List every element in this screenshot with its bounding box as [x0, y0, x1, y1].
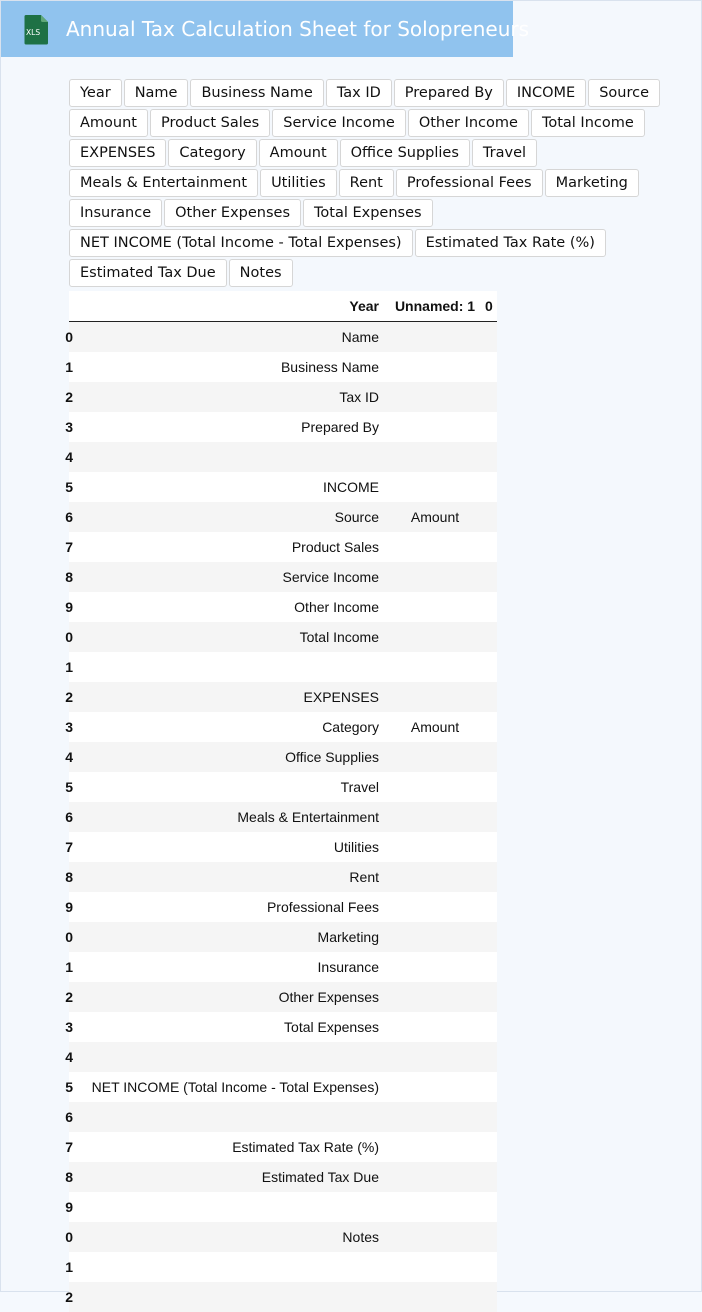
- table-row: [69, 1132, 497, 1162]
- column-chip[interactable]: Name: [124, 79, 189, 107]
- cell-year: Travel: [73, 772, 385, 802]
- cell-year: EXPENSES: [73, 682, 385, 712]
- row-index-cell: [65, 1102, 73, 1132]
- column-chip[interactable]: Category: [168, 139, 256, 167]
- cell-unnamed-1: [385, 562, 485, 592]
- column-chip[interactable]: Travel: [472, 139, 537, 167]
- table-row: [69, 322, 497, 353]
- row-index-cell: [65, 1072, 73, 1102]
- column-chip[interactable]: Estimated Tax Due: [69, 259, 227, 287]
- row-index: 4: [65, 449, 73, 465]
- table-row: [69, 562, 497, 592]
- excel-file-icon: [23, 14, 49, 45]
- table-row: [69, 1162, 497, 1192]
- row-index: 1: [65, 1259, 73, 1275]
- cell-unnamed-1: [385, 352, 485, 382]
- row-index-cell: [65, 562, 73, 592]
- column-chip[interactable]: Total Expenses: [303, 199, 433, 227]
- cell-zero: [485, 712, 497, 742]
- row-index: 6: [65, 809, 73, 825]
- cell-year: Other Income: [73, 592, 385, 622]
- column-chip[interactable]: Other Income: [408, 109, 529, 137]
- row-index: 7: [65, 539, 73, 555]
- cell-zero: [485, 652, 497, 682]
- table-row: [69, 472, 497, 502]
- row-index: 8: [65, 1169, 73, 1185]
- cell-year: Total Income: [73, 622, 385, 652]
- data-table-container[interactable]: [65, 291, 497, 1305]
- cell-zero: [485, 1162, 497, 1192]
- cell-year: Tax ID: [73, 382, 385, 412]
- cell-zero: [485, 532, 497, 562]
- column-chip[interactable]: Tax ID: [326, 79, 392, 107]
- column-chip[interactable]: Insurance: [69, 199, 162, 227]
- cell-year: Other Expenses: [73, 982, 385, 1012]
- cell-unnamed-1: [385, 1162, 485, 1192]
- row-index: 4: [65, 749, 73, 765]
- table-row: [69, 1042, 497, 1072]
- row-index-cell: [65, 442, 73, 472]
- row-index: 2: [65, 689, 73, 705]
- row-index-cell: [65, 982, 73, 1012]
- table-row: [69, 652, 497, 682]
- cell-year: Meals & Entertainment: [73, 802, 385, 832]
- cell-year: [73, 1102, 385, 1132]
- column-chip[interactable]: Product Sales: [150, 109, 270, 137]
- row-index: 6: [65, 1109, 73, 1125]
- row-index: 0: [65, 329, 73, 345]
- column-chip[interactable]: Source: [588, 79, 660, 107]
- row-index: 5: [65, 1079, 73, 1095]
- cell-zero: [485, 982, 497, 1012]
- header-unnamed-1: Unnamed: 1: [385, 291, 485, 322]
- column-chip[interactable]: Rent: [339, 169, 394, 197]
- cell-unnamed-1: [385, 1072, 485, 1102]
- cell-unnamed-1: [385, 1012, 485, 1042]
- row-index-cell: [65, 1222, 73, 1252]
- table-row: [69, 1192, 497, 1222]
- row-index-cell: [65, 1192, 73, 1222]
- column-chip[interactable]: Amount: [69, 109, 148, 137]
- cell-zero: [485, 322, 497, 353]
- cell-year: INCOME: [73, 472, 385, 502]
- cell-year: Business Name: [73, 352, 385, 382]
- row-index-cell: [65, 1252, 73, 1282]
- table-row: [69, 922, 497, 952]
- row-index: 5: [65, 779, 73, 795]
- cell-unnamed-1: Amount: [385, 712, 485, 742]
- cell-year: Professional Fees: [73, 892, 385, 922]
- cell-zero: [485, 592, 497, 622]
- row-index-cell: [65, 802, 73, 832]
- cell-year: Name: [73, 322, 385, 353]
- cell-zero: [485, 562, 497, 592]
- cell-zero: [485, 832, 497, 862]
- cell-year: Office Supplies: [73, 742, 385, 772]
- table-row: [69, 592, 497, 622]
- row-index-cell: [65, 1012, 73, 1042]
- column-chip[interactable]: Prepared By: [394, 79, 504, 107]
- table-row: [69, 1252, 497, 1282]
- column-chip[interactable]: Office Supplies: [340, 139, 470, 167]
- cell-year: Product Sales: [73, 532, 385, 562]
- row-index-cell: [65, 322, 73, 353]
- column-chip[interactable]: Year: [69, 79, 122, 107]
- cell-unnamed-1: [385, 652, 485, 682]
- cell-unnamed-1: [385, 802, 485, 832]
- column-chip[interactable]: Professional Fees: [396, 169, 543, 197]
- row-index-cell: [65, 1042, 73, 1072]
- cell-unnamed-1: [385, 382, 485, 412]
- cell-unnamed-1: [385, 1282, 485, 1312]
- cell-year: [73, 442, 385, 472]
- cell-unnamed-1: [385, 1252, 485, 1282]
- row-index: 1: [65, 959, 73, 975]
- cell-unnamed-1: [385, 1102, 485, 1132]
- cell-unnamed-1: [385, 1222, 485, 1252]
- row-index-cell: [65, 352, 73, 382]
- cell-unnamed-1: [385, 1132, 485, 1162]
- cell-year: Service Income: [73, 562, 385, 592]
- table-row: [69, 832, 497, 862]
- row-index: 0: [65, 1229, 73, 1245]
- header-year: Year: [73, 291, 385, 322]
- column-chip[interactable]: Business Name: [190, 79, 323, 107]
- row-index-cell: [65, 592, 73, 622]
- cell-year: Insurance: [73, 952, 385, 982]
- table-row: [69, 622, 497, 652]
- cell-year: Estimated Tax Rate (%): [73, 1132, 385, 1162]
- cell-zero: [485, 1192, 497, 1222]
- title-bar: [1, 1, 530, 57]
- table-row: [69, 352, 497, 382]
- row-index: 1: [65, 359, 73, 375]
- cell-unnamed-1: [385, 892, 485, 922]
- cell-zero: [485, 922, 497, 952]
- cell-unnamed-1: [385, 1042, 485, 1072]
- table-row: [69, 382, 497, 412]
- table-row: [69, 712, 497, 742]
- cell-unnamed-1: [385, 592, 485, 622]
- row-index: 2: [65, 389, 73, 405]
- row-index-cell: [65, 532, 73, 562]
- row-index-cell: [65, 832, 73, 862]
- cell-year: [73, 1282, 385, 1312]
- row-index-cell: [65, 622, 73, 652]
- column-chip[interactable]: Estimated Tax Rate (%): [415, 229, 606, 257]
- row-index-cell: [65, 772, 73, 802]
- row-index: 0: [65, 629, 73, 645]
- column-chip[interactable]: Service Income: [272, 109, 406, 137]
- row-index: 0: [65, 929, 73, 945]
- table-row: [69, 502, 497, 532]
- cell-unnamed-1: [385, 832, 485, 862]
- table-row: [69, 1282, 497, 1312]
- cell-zero: [485, 1282, 497, 1312]
- table-row: [69, 802, 497, 832]
- column-chips: [69, 79, 701, 287]
- table-row: [69, 862, 497, 892]
- row-index-cell: [65, 922, 73, 952]
- cell-year: Category: [73, 712, 385, 742]
- column-chip[interactable]: EXPENSES: [69, 139, 166, 167]
- row-index: 9: [65, 899, 73, 915]
- table-row: [69, 982, 497, 1012]
- cell-zero: [485, 1132, 497, 1162]
- table-row: [69, 532, 497, 562]
- row-index-cell: [65, 862, 73, 892]
- column-chip[interactable]: Utilities: [260, 169, 337, 197]
- cell-zero: [485, 442, 497, 472]
- cell-zero: [485, 352, 497, 382]
- cell-year: [73, 1192, 385, 1222]
- row-index: 1: [65, 659, 73, 675]
- row-index: 5: [65, 479, 73, 495]
- column-chip[interactable]: NET INCOME (Total Income - Total Expenses): [69, 229, 413, 257]
- data-table: [65, 291, 497, 1312]
- cell-year: [73, 1042, 385, 1072]
- column-chip[interactable]: Notes: [229, 259, 293, 287]
- table-row: [69, 682, 497, 712]
- table-row: [69, 1102, 497, 1132]
- table-row: [69, 952, 497, 982]
- row-index: 8: [65, 869, 73, 885]
- row-index-cell: [65, 712, 73, 742]
- cell-zero: [485, 502, 497, 532]
- cell-unnamed-1: [385, 322, 485, 353]
- row-index-cell: [65, 502, 73, 532]
- cell-unnamed-1: [385, 532, 485, 562]
- cell-zero: [485, 1042, 497, 1072]
- row-index: 9: [65, 1199, 73, 1215]
- row-index-cell: [65, 412, 73, 442]
- row-index: 2: [65, 1289, 73, 1305]
- table-row: [69, 442, 497, 472]
- page-title: Annual Tax Calculation Sheet for Solopreneurs: [66, 17, 530, 41]
- cell-unnamed-1: [385, 742, 485, 772]
- row-index: 7: [65, 1139, 73, 1155]
- cell-unnamed-1: [385, 622, 485, 652]
- column-chip[interactable]: Marketing: [545, 169, 639, 197]
- cell-year: Utilities: [73, 832, 385, 862]
- row-index-cell: [65, 382, 73, 412]
- table-row: [69, 742, 497, 772]
- cell-zero: [485, 412, 497, 442]
- row-index: 8: [65, 569, 73, 585]
- column-chip[interactable]: Amount: [259, 139, 338, 167]
- row-index-cell: [65, 682, 73, 712]
- cell-zero: [485, 892, 497, 922]
- cell-zero: [485, 802, 497, 832]
- cell-zero: [485, 1222, 497, 1252]
- cell-zero: [485, 622, 497, 652]
- cell-year: Estimated Tax Due: [73, 1162, 385, 1192]
- column-chip[interactable]: INCOME: [506, 79, 586, 107]
- cell-year: NET INCOME (Total Income - Total Expenses): [73, 1072, 385, 1102]
- cell-zero: [485, 682, 497, 712]
- cell-unnamed-1: [385, 952, 485, 982]
- cell-unnamed-1: [385, 442, 485, 472]
- column-chip[interactable]: Total Income: [531, 109, 645, 137]
- row-index: 4: [65, 1049, 73, 1065]
- cell-unnamed-1: [385, 862, 485, 892]
- header-zero: 0: [485, 291, 497, 322]
- cell-zero: [485, 472, 497, 502]
- row-index-cell: [65, 1132, 73, 1162]
- cell-zero: [485, 742, 497, 772]
- cell-zero: [485, 862, 497, 892]
- icon-label: XLS: [26, 28, 41, 37]
- table-row: [69, 1012, 497, 1042]
- cell-zero: [485, 952, 497, 982]
- cell-year: Total Expenses: [73, 1012, 385, 1042]
- cell-unnamed-1: [385, 472, 485, 502]
- table-row: [69, 1222, 497, 1252]
- row-index-cell: [65, 652, 73, 682]
- row-index-cell: [65, 892, 73, 922]
- cell-zero: [485, 772, 497, 802]
- row-index: 3: [65, 419, 73, 435]
- row-index-cell: [65, 742, 73, 772]
- cell-unnamed-1: [385, 1192, 485, 1222]
- column-chip[interactable]: Other Expenses: [164, 199, 301, 227]
- cell-zero: [485, 1252, 497, 1282]
- cell-zero: [485, 1102, 497, 1132]
- cell-unnamed-1: [385, 772, 485, 802]
- cell-year: Notes: [73, 1222, 385, 1252]
- table-row: [69, 892, 497, 922]
- table-row: [69, 412, 497, 442]
- row-index: 3: [65, 719, 73, 735]
- cell-year: Source: [73, 502, 385, 532]
- row-index-cell: [65, 1282, 73, 1312]
- row-index: 7: [65, 839, 73, 855]
- cell-unnamed-1: [385, 412, 485, 442]
- cell-zero: [485, 1072, 497, 1102]
- row-index: 3: [65, 1019, 73, 1035]
- cell-unnamed-1: [385, 682, 485, 712]
- cell-unnamed-1: Amount: [385, 502, 485, 532]
- cell-unnamed-1: [385, 982, 485, 1012]
- table-header-row: [69, 291, 497, 322]
- row-index: 6: [65, 509, 73, 525]
- row-index-cell: [65, 1162, 73, 1192]
- cell-year: Rent: [73, 862, 385, 892]
- cell-year: [73, 1252, 385, 1282]
- table-row: [69, 772, 497, 802]
- cell-zero: [485, 1012, 497, 1042]
- cell-year: Prepared By: [73, 412, 385, 442]
- cell-unnamed-1: [385, 922, 485, 952]
- row-index: 2: [65, 989, 73, 1005]
- column-chip[interactable]: Meals & Entertainment: [69, 169, 258, 197]
- cell-year: [73, 652, 385, 682]
- row-index-cell: [65, 952, 73, 982]
- cell-year: Marketing: [73, 922, 385, 952]
- table-row: [69, 1072, 497, 1102]
- row-index: 9: [65, 599, 73, 615]
- cell-zero: [485, 382, 497, 412]
- row-index-cell: [65, 472, 73, 502]
